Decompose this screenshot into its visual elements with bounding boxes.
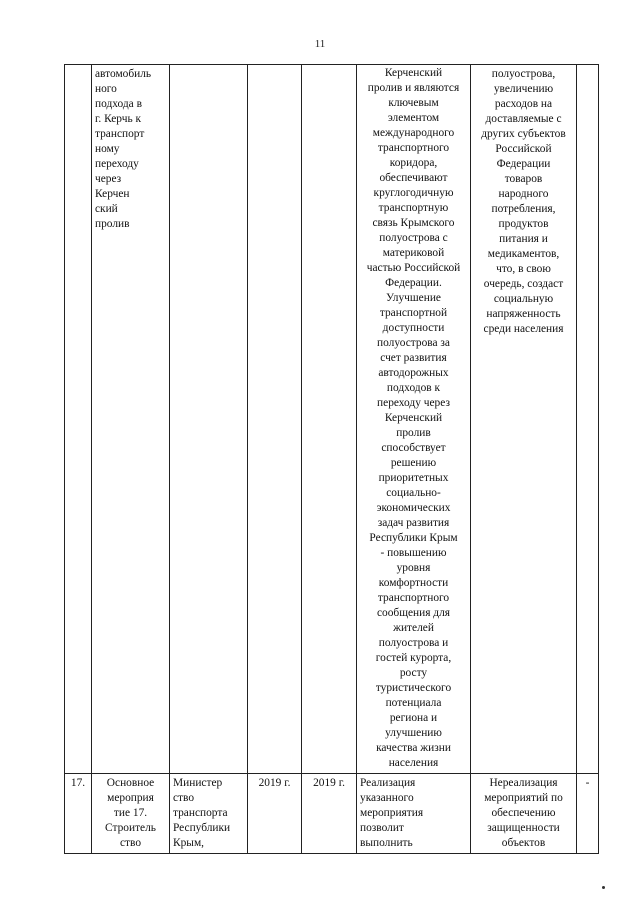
- text-line: Улучшение: [386, 292, 441, 304]
- text-line: Республики Крым: [369, 532, 458, 544]
- text-line: уровня: [396, 562, 431, 574]
- text-line: ному: [95, 143, 120, 155]
- text-line: решению: [390, 457, 437, 469]
- text-line: задач развития: [377, 517, 450, 529]
- text-line: - повышению: [380, 547, 447, 559]
- text-line: транспорта: [173, 807, 228, 819]
- text-line: транспортного: [377, 142, 450, 154]
- text-line: подходов к: [386, 382, 441, 394]
- executor-lines: [173, 776, 244, 851]
- text-line: росту: [399, 667, 428, 679]
- text-line: связь Крымского: [372, 217, 455, 229]
- text-line: позволит: [360, 822, 404, 834]
- text-line: социально-: [386, 487, 441, 499]
- text-line: транспорт: [95, 128, 145, 140]
- text-line: переходу через: [377, 397, 450, 409]
- text-line: указанного: [360, 792, 414, 804]
- text-line: питания и: [499, 233, 548, 245]
- text-line: товаров: [504, 173, 543, 185]
- text-line: социальную: [493, 293, 554, 305]
- dash-mark: -: [585, 777, 590, 789]
- text-line: что, в свою: [496, 263, 551, 275]
- expected-result-lines: [360, 66, 467, 771]
- text-line: материковой: [382, 247, 445, 259]
- text-line: напряженность: [486, 308, 561, 320]
- table-row-17: [65, 774, 599, 854]
- text-line: мероприя: [107, 792, 154, 804]
- cell-consequences: [471, 774, 577, 854]
- cell-end-empty: [302, 65, 357, 774]
- text-line: подхода в: [95, 98, 142, 110]
- cell-event-name: [92, 65, 170, 774]
- text-line: тие 17.: [113, 807, 148, 819]
- text-line: экономических: [376, 502, 451, 514]
- expected-result-lines: [360, 776, 467, 851]
- cell-link: [577, 774, 599, 854]
- cell-consequences: [471, 65, 577, 774]
- text-line: среди населения: [483, 323, 564, 335]
- text-line: Керчен: [95, 188, 130, 200]
- text-line: очередь, создаст: [483, 278, 564, 290]
- text-line: Министер: [173, 777, 223, 789]
- text-line: обеспечивают: [379, 172, 448, 184]
- consequences-lines: [474, 67, 573, 337]
- text-line: счет развития: [380, 352, 447, 364]
- cell-start-year: 2019 г.: [248, 774, 302, 854]
- text-line: увеличению: [493, 83, 554, 95]
- cell-link-empty: [577, 65, 599, 774]
- text-line: через: [95, 173, 122, 185]
- text-line: Керченский: [384, 67, 443, 79]
- page-number: 11: [314, 38, 326, 50]
- text-line: выполнить: [360, 837, 413, 849]
- text-line: улучшению: [385, 727, 442, 739]
- text-line: международного: [372, 127, 455, 139]
- text-line: Федерации: [496, 158, 551, 170]
- text-line: коридора,: [389, 157, 438, 169]
- text-line: полуострова,: [491, 68, 556, 80]
- text-line: объектов: [501, 837, 546, 849]
- text-line: ключевым: [388, 97, 439, 109]
- cell-expected-result: [357, 65, 471, 774]
- text-line: Реализация: [360, 777, 416, 789]
- text-line: гостей курорта,: [375, 652, 452, 664]
- cell-executor: [170, 774, 248, 854]
- text-line: транспортного: [377, 592, 450, 604]
- text-line: транспортной: [379, 307, 448, 319]
- text-line: способствует: [381, 442, 446, 454]
- consequences-lines: [474, 776, 573, 851]
- text-line: ский: [95, 203, 118, 215]
- text-line: г. Керчь к: [95, 113, 142, 125]
- program-table: [64, 64, 599, 854]
- text-line: Керченский: [384, 412, 443, 424]
- text-line: доставляемые с: [485, 113, 562, 125]
- text-line: Основное: [106, 777, 155, 789]
- text-line: переходу: [95, 158, 139, 170]
- text-line: Республики: [173, 822, 231, 834]
- scan-dot: [602, 886, 605, 889]
- cell-end-year: 2019 г.: [302, 774, 357, 854]
- text-line: потребления,: [491, 203, 556, 215]
- cell-number: 17.: [65, 774, 92, 854]
- text-line: других субъектов: [481, 128, 566, 140]
- text-line: сообщения для: [376, 607, 451, 619]
- text-line: полуострова и: [378, 637, 449, 649]
- event-name-lines: [95, 776, 166, 851]
- cell-number-empty: [65, 65, 92, 774]
- text-line: элементом: [387, 112, 440, 124]
- cell-event-name: [92, 774, 170, 854]
- text-line: расходов на: [494, 98, 553, 110]
- text-line: мероприятий по: [484, 792, 563, 804]
- text-line: приоритетных: [378, 472, 449, 484]
- text-line: Российской: [495, 143, 552, 155]
- cell-expected-result: [357, 774, 471, 854]
- text-line: медикаментов,: [487, 248, 560, 260]
- text-line: полуострова за: [377, 337, 450, 349]
- text-line: ство: [173, 792, 195, 804]
- text-line: автодорожных: [378, 367, 449, 379]
- text-line: пролив: [95, 218, 130, 230]
- text-line: Крым,: [173, 837, 205, 849]
- text-line: круглогодичную: [373, 187, 454, 199]
- text-line: Федерации.: [385, 277, 442, 289]
- text-line: ство: [119, 837, 142, 849]
- text-line: защищенности: [487, 822, 560, 834]
- text-line: комфортности: [378, 577, 449, 589]
- text-line: туристического: [375, 682, 452, 694]
- text-line: пролив и являются: [367, 82, 460, 94]
- text-line: полуострова с: [379, 232, 448, 244]
- text-line: доступности: [382, 322, 445, 334]
- text-line: частью Российской: [366, 262, 461, 274]
- table-row-continuation: [65, 65, 599, 774]
- text-line: обеспечению: [491, 807, 556, 819]
- text-line: мероприятия: [360, 807, 424, 819]
- text-line: региона и: [389, 712, 438, 724]
- text-line: Строитель: [105, 822, 156, 834]
- text-line: народного: [498, 188, 549, 200]
- text-line: продуктов: [498, 218, 549, 230]
- text-line: качества жизни: [376, 742, 451, 754]
- text-line: населения: [388, 757, 439, 769]
- cell-start-empty: [248, 65, 302, 774]
- cell-executor-empty: [170, 65, 248, 774]
- text-line: ного: [95, 83, 117, 95]
- text-line: пролив: [396, 427, 431, 439]
- text-line: Нереализация: [489, 777, 558, 789]
- text-line: транспортную: [378, 202, 449, 214]
- text-line: потенциала: [385, 697, 442, 709]
- text-line: автомобиль: [95, 68, 152, 80]
- text-line: жителей: [393, 622, 434, 634]
- event-name-lines: [95, 67, 166, 232]
